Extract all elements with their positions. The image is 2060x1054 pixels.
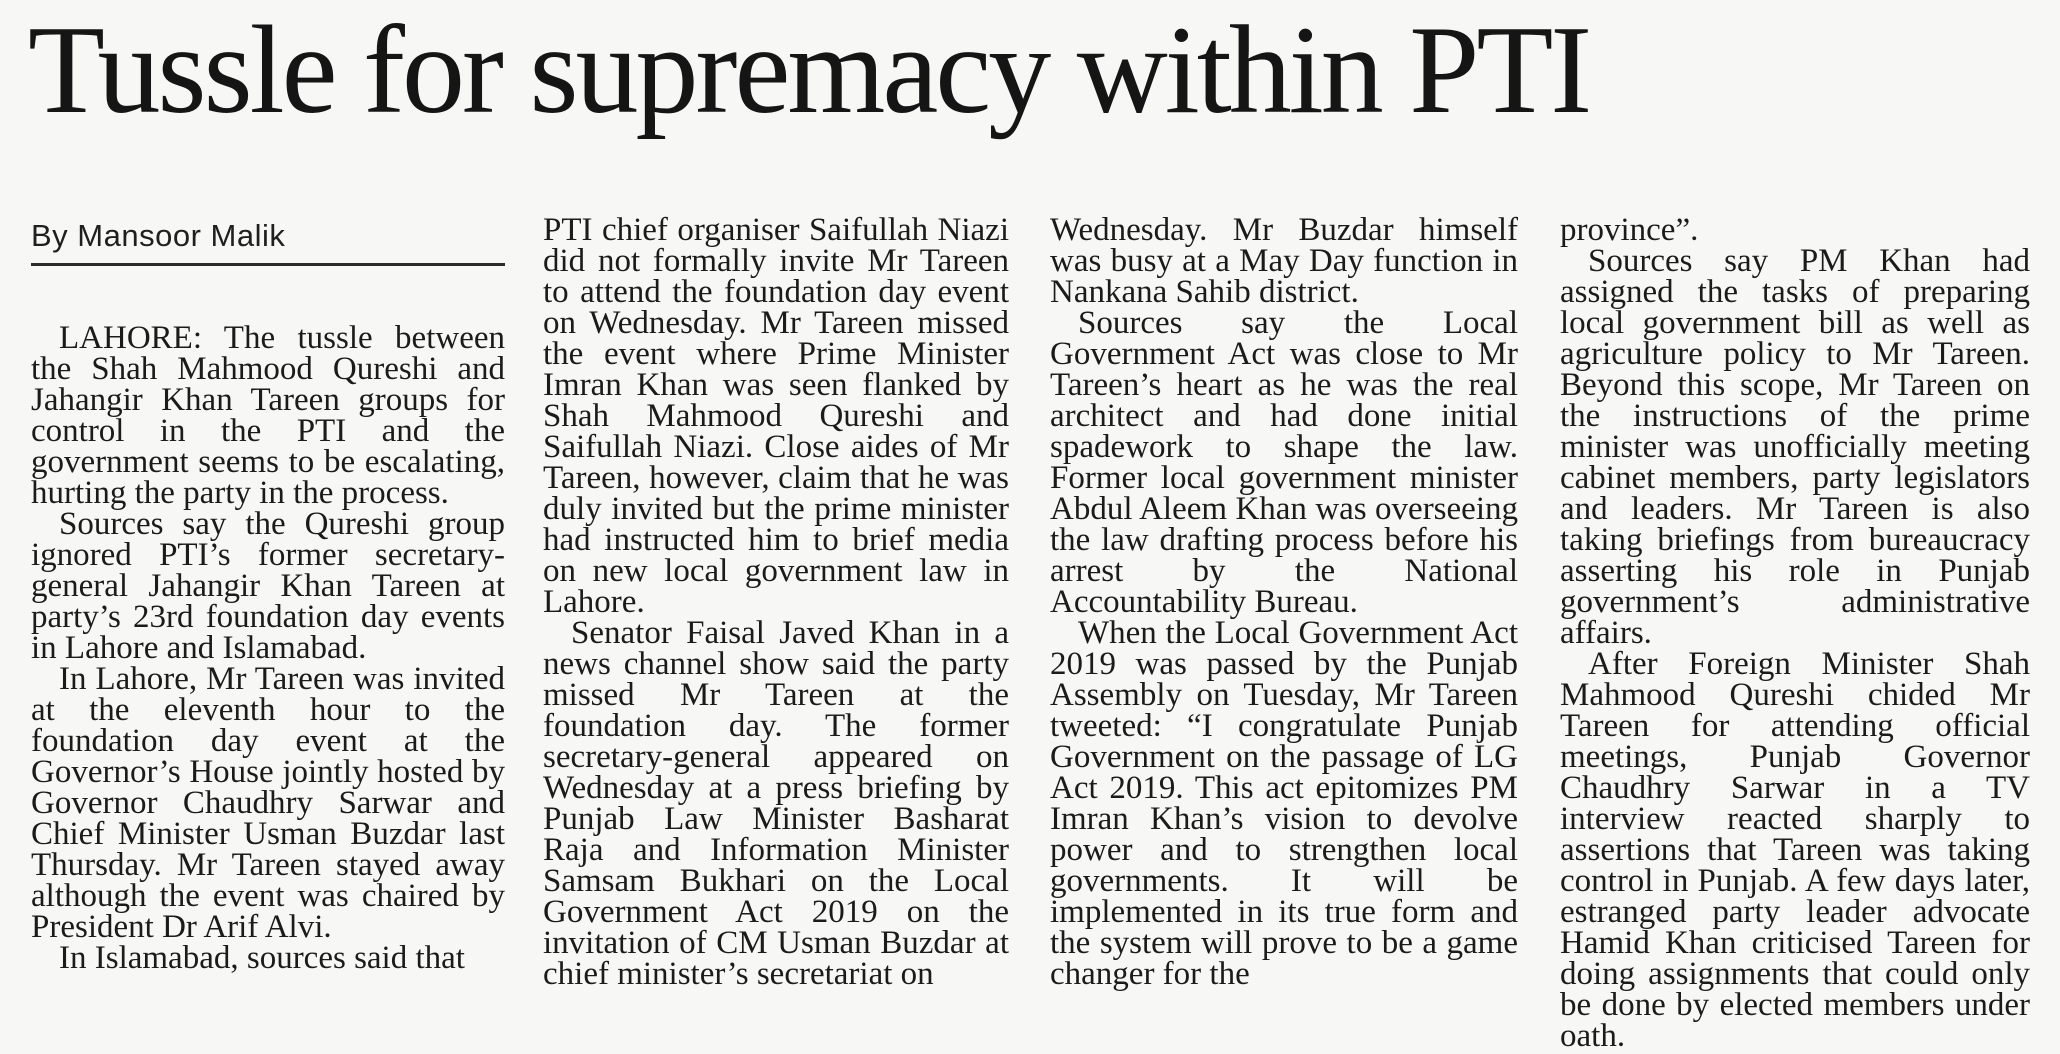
article-paragraph: In Islamabad, sources said that bbox=[59, 940, 465, 976]
article-paragraph: Senator Faisal Javed Khan in a news channel show said the party missed Mr Tareen at the foundation day. The former secretary-general appeared on Wednesday at a press briefing by Punjab Law Minister Basharat Raja and Information Minister Samsam Bukhari on the Local Government Act 2019 on the invitation of CM Usman Buzdar at chief minister’s secretariat on bbox=[543, 615, 1009, 992]
article-paragraph: Sources say the Qureshi group ignored PTI’s former secretary-general Jahangir Khan Tareen at party’s 23rd foundation day events in Lahore and Islamabad. bbox=[31, 506, 505, 666]
article-paragraph: Sources say the Local Government Act was close to Mr Tareen’s heart as he was the real architect and had done initial spadework to shape the law. Former local government minister Abdul Aleem Khan was overseeing the law drafting process before his arrest by the National Accountability Bureau. bbox=[1050, 305, 1518, 620]
article-paragraph: PTI chief organiser Saifullah Niazi did not formally invite Mr Tareen to attend the foundation day event on Wednesday. Mr Tareen missed the event where Prime Minister Imran Khan was seen flanked by Shah Mahmood Qureshi and Saifullah Niazi. Close aides of Mr Tareen, however, claim that he was duly invited but the prime minister had instructed him to brief media on new local government law in Lahore. bbox=[543, 212, 1009, 620]
article-paragraph: In Lahore, Mr Tareen was invited at the eleventh hour to the foundation day event at the Governor’s House jointly hosted by Governor Chaudhry Sarwar and Chief Minister Usman Buzdar last Thursday. Mr Tareen stayed away although the event was chaired by President Dr Arif Alvi. bbox=[31, 661, 505, 945]
article-paragraph: After Foreign Minister Shah Mahmood Qureshi chided Mr Tareen for attending official meetings, Punjab Governor Chaudhry Sarwar in a TV interview reacted sharply to assertions that Tareen was taking control in Punjab. A few days later, estranged party leader advocate Hamid Khan criticised Tareen for doing assignments that could only be done by elected members under oath. bbox=[1560, 646, 2030, 1054]
article-column-3 bbox=[1050, 212, 1518, 992]
article-paragraph: Wednesday. Mr Buzdar himself was busy at a May Day function in Nankana Sahib district. bbox=[1050, 212, 1518, 310]
article-headline: Tussle for supremacy within PTI bbox=[28, 1, 1590, 140]
article-paragraph: LAHORE: The tussle between the Shah Mahmood Qureshi and Jahangir Khan Tareen groups for control in the PTI and the government seems to be escalating, hurting the party in the process. bbox=[31, 320, 505, 511]
article-column-2 bbox=[543, 212, 1009, 992]
article-byline: By Mansoor Malik bbox=[31, 218, 286, 253]
article-paragraph: province”. bbox=[1560, 212, 1699, 248]
article-paragraph: When the Local Government Act 2019 was passed by the Punjab Assembly on Tuesday, Mr Tareen tweeted: “I congratulate Punjab Government on the passage of LG Act 2019. This act epitomizes PM Imran Khan’s vision to devolve power and to strengthen local governments. It will be implemented in its true form and the system will prove to be a game changer for the bbox=[1050, 615, 1518, 992]
byline-block bbox=[31, 218, 505, 266]
article-column-1 bbox=[31, 218, 505, 974]
article-column-4 bbox=[1560, 212, 2030, 1054]
article-paragraph: Sources say PM Khan had assigned the tasks of preparing local government bill as well as agriculture policy to Mr Tareen. Beyond this scope, Mr Tareen on the instructions of the prime minister was unofficially meeting cabinet members, party legislators and leaders. Mr Tareen is also taking briefings from bureaucracy asserting his role in Punjab government’s administrative affairs. bbox=[1560, 243, 2030, 651]
